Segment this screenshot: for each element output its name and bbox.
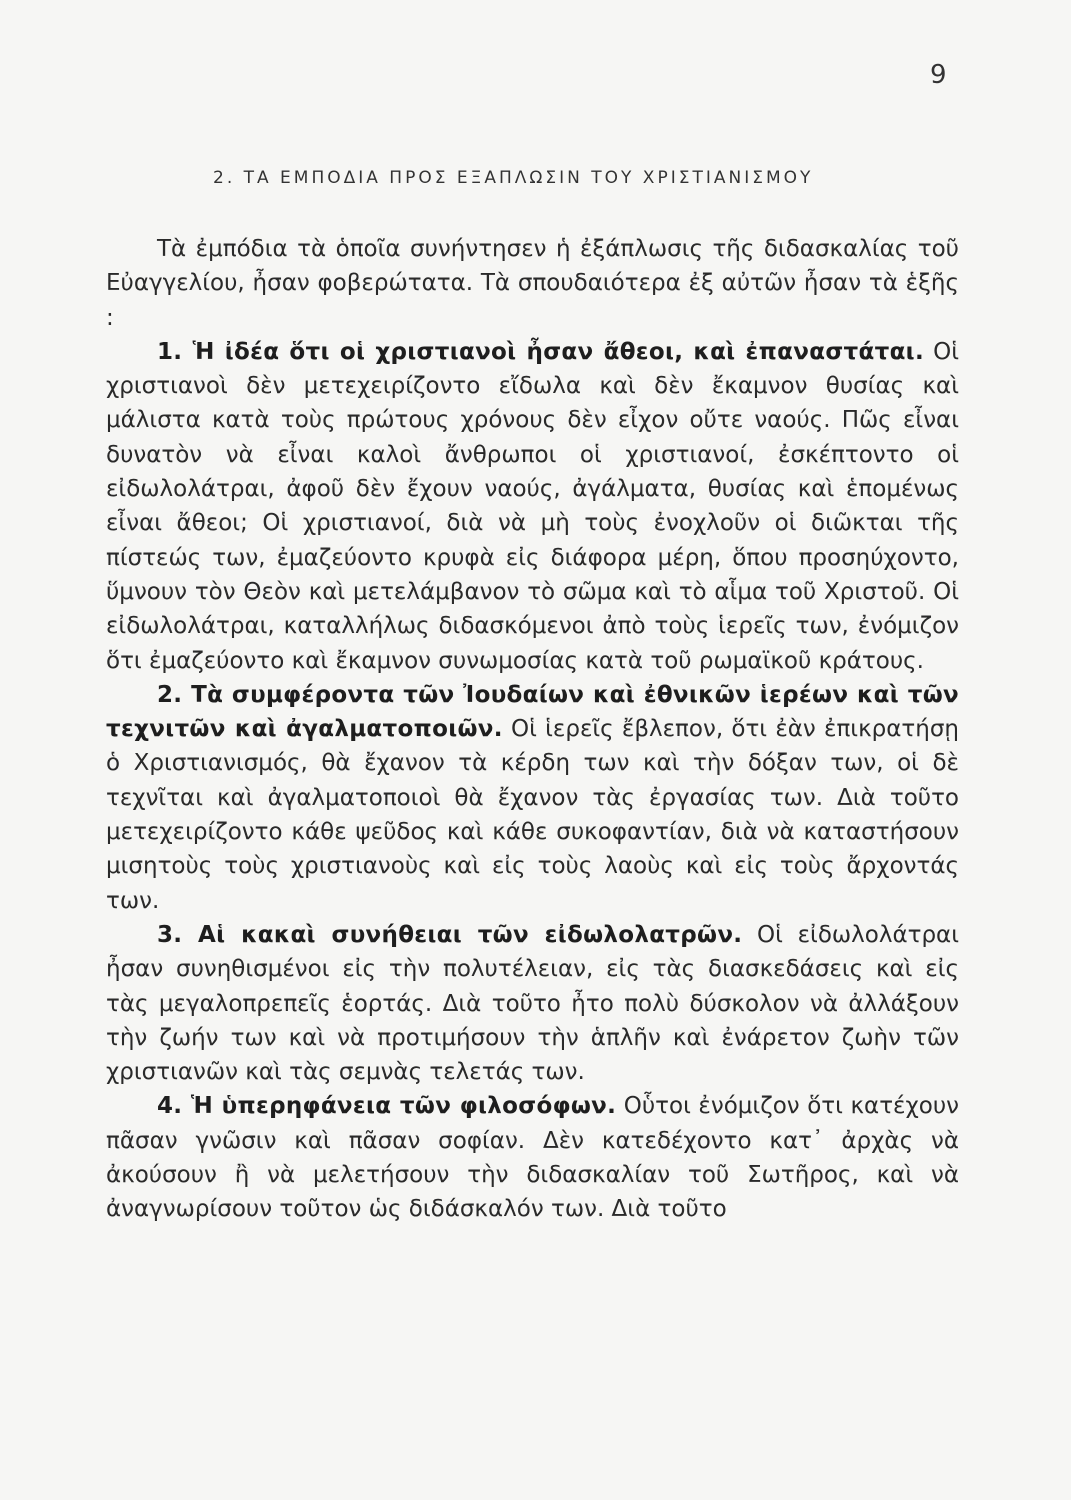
item-heading-2: 2. Τὰ συμφέροντα τῶν Ἰουδαίων καὶ ἐθνικῶν ἱερέων καὶ τῶν τεχνιτῶν καὶ ἀγαλματοποιῶν. bbox=[106, 681, 959, 743]
item-text-1: Οἱ χριστιανοὶ δὲν μετεχειρίζοντο εἴδωλα καὶ δὲν ἔκαμνον θυσίας καὶ μάλιστα κατὰ τοὺς πρώτους χρόνους δὲν εἶχον οὔτε ναούς. Πῶς εἶναι δυνατὸν νὰ εἶναι καλοὶ ἄνθρωποι οἱ χριστιανοί, ἐσκέπτοντο οἱ εἰδωλολάτραι, ἀφοῦ δὲν ἔχουν ναούς, ἀγάλματα, θυσίας καὶ ἑπομένως εἶναι ἄθεοι; Οἱ χριστιανοί, διὰ νὰ μὴ τοὺς ἐνοχλοῦν οἱ διῶκται τῆς πίστεώς των, ἐμαζεύοντο κρυφὰ εἰς διάφορα μέρη, ὅπου προσηύχοντο, ὕμνουν τὸν Θεὸν καὶ μετελάμβανον τὸ σῶμα καὶ τὸ αἷμα τοῦ Χριστοῦ. Οἱ εἰδωλολάτραι, καταλλήλως διδασκόμενοι ἀπὸ τοὺς ἱερεῖς των, ἐνόμιζον ὅτι ἐμαζεύοντο καὶ ἔκαμνον συνωμοσίας κατὰ τοῦ ρωμαϊκοῦ κράτους. bbox=[106, 338, 959, 674]
item-text-3: Οἱ εἰδωλολάτραι ἦσαν συνηθισμένοι εἰς τὴν πολυτέλειαν, εἰς τὰς διασκεδάσεις καὶ εἰς τὰς μεγαλοπρεπεῖς ἑορτάς. Διὰ τοῦτο ἦτο πολὺ δύσκολον νὰ ἀλλάξουν τὴν ζωήν των καὶ νὰ προτιμήσουν τὴν ἁπλῆν καὶ ἐνάρετον ζωὴν τῶν χριστιανῶν καὶ τὰς σεμνὰς τελετάς των. bbox=[106, 921, 960, 1086]
item-text-2: Οἱ ἱερεῖς ἔβλεπον, ὅτι ἐὰν ἐπικρατήσῃ ὁ Χριστιανισμός, θὰ ἔχανον τὰ κέρδη των καὶ τὴν δόξαν των, οἱ δὲ τεχνῖται καὶ ἀγαλματοποιοὶ θὰ ἔχανον τὰς ἐργασίας των. Διὰ τοῦτο μετεχειρίζοντο κάθε ψεῦδος καὶ κάθε συκοφαντίαν, διὰ νὰ καταστήσουν μισητοὺς τοὺς χριστιανοὺς καὶ εἰς τοὺς λαοὺς καὶ εἰς τοὺς ἄρχοντάς των. bbox=[106, 716, 959, 914]
intro-paragraph: Τὰ ἐμπόδια τὰ ὁποῖα συνήντησεν ἡ ἐξάπλωσις τῆς διδασκαλίας τοῦ Εὐαγγελίου, ἦσαν φοβερώτατα. Τὰ σπουδαιότερα ἐξ αὐτῶν ἦσαν τὰ ἑξῆς : bbox=[106, 236, 959, 331]
body-text bbox=[106, 232, 959, 1227]
item-paragraph-4 bbox=[106, 1089, 959, 1226]
item-heading-3: 3. Αἱ κακαὶ συνήθειαι τῶν εἰδωλολατρῶν. bbox=[157, 921, 743, 948]
section-heading: 2. ΤΑ ΕΜΠΟΔΙΑ ΠΡΟΣ ΕΞΑΠΛΩΣΙΝ ΤΟΥ ΧΡΙΣΤΙΑΝΙΣΜΟΥ bbox=[213, 168, 814, 188]
item-paragraph-3 bbox=[106, 918, 959, 1089]
item-paragraph-1 bbox=[106, 335, 959, 678]
item-text-4: Οὗτοι ἐνόμιζον ὅτι κατέχουν πᾶσαν γνῶσιν καὶ πᾶσαν σοφίαν. Δὲν κατεδέχοντο κατ᾽ ἀρχὰς νὰ ἀκούσουν ἢ νὰ μελετήσουν τὴν διδασκαλίαν τοῦ Σωτῆρος, καὶ νὰ ἀναγνωρίσουν τοῦτον ὡς διδάσκαλόν των. Διὰ τοῦτο bbox=[106, 1093, 959, 1223]
page-number: 9 bbox=[930, 60, 947, 90]
item-heading-4: 4. Ἡ ὑπερηφάνεια τῶν φιλοσόφων. bbox=[157, 1093, 617, 1120]
item-heading-1: 1. Ἡ ἰδέα ὅτι οἱ χριστιανοὶ ἦσαν ἄθεοι, καὶ ἐπαναστάται. bbox=[157, 338, 924, 365]
item-paragraph-2 bbox=[106, 678, 959, 918]
